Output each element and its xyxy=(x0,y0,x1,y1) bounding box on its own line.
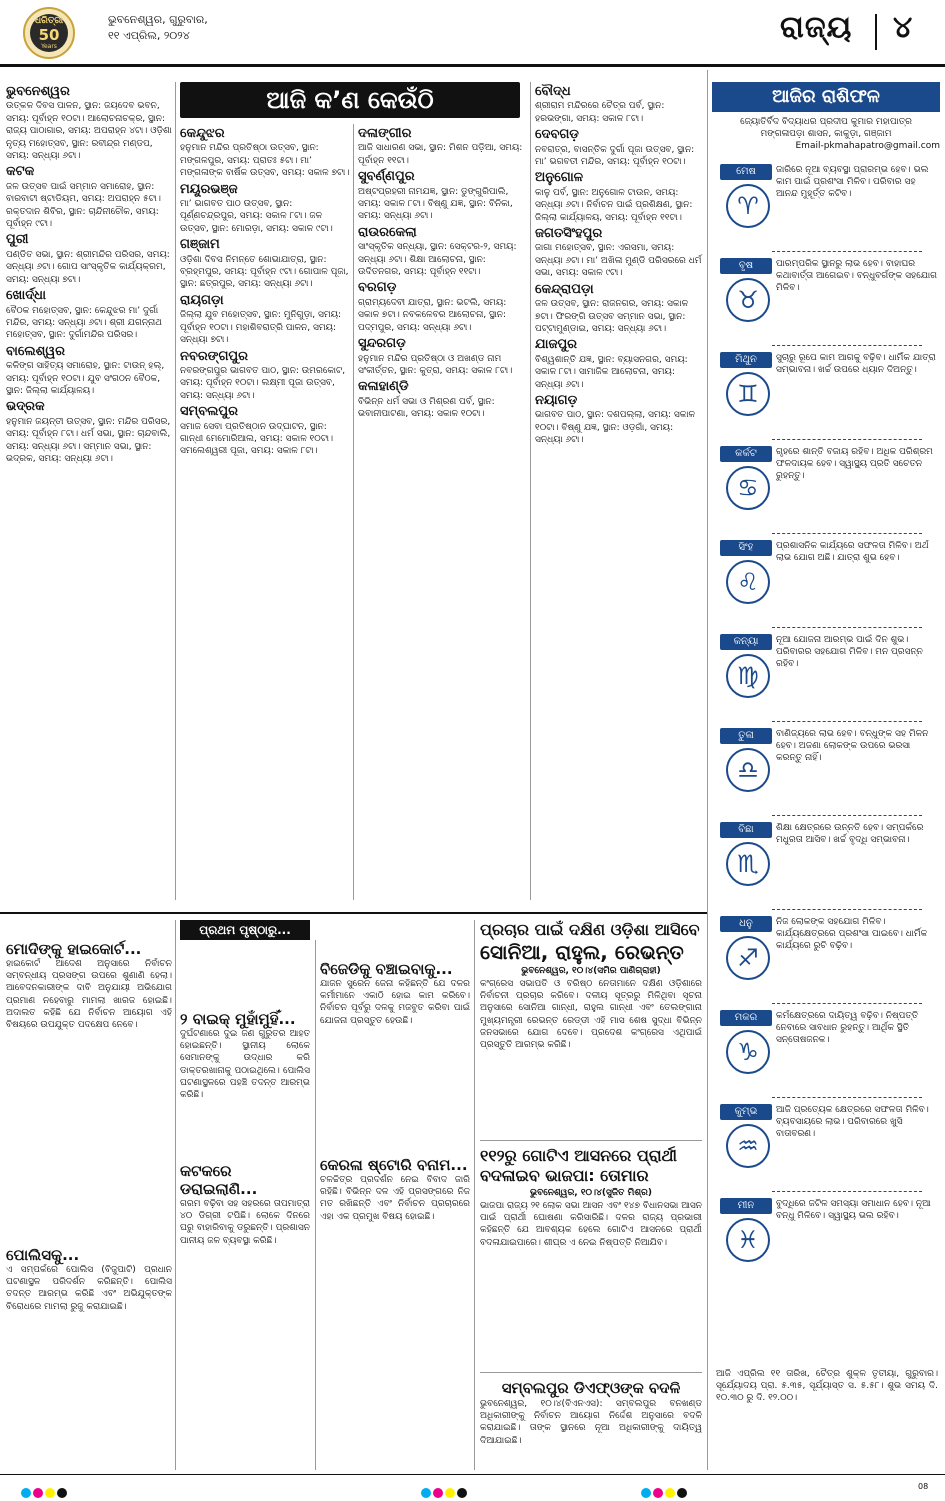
story-bjd xyxy=(320,960,470,1158)
footer-rule xyxy=(0,1474,945,1475)
event-text: ହନୁମାନ ମନ୍ଦିର ପ୍ରତିଷ୍ଠା ଉତ୍ସବ, ସ୍ଥାନ: ମଙ୍ଗଳପୁର, ସମୟ: ପ୍ରାତଃ ୫ଟା। ମା’ ମଙ୍ଗଳାଙ୍କ ବାର୍ଷିକ ଉତ୍ସବ, ସମୟ: ସକାଳ ୭ଟା। xyxy=(180,143,350,179)
event-location: ଦଳାଙ୍ଗୀର xyxy=(358,126,412,141)
column-rule xyxy=(707,70,708,1470)
sign-name: ମୀନ xyxy=(720,1198,772,1214)
almanac-panji: ଆଜି ଏପ୍ରିଲ ୧୧ ତାରିଖ, ଚୈତ୍ର ଶୁକ୍ଳ ତୃତୀୟା, ଗୁରୁବାର। ସୂର୍ଯ୍ୟୋଦୟ ପ୍ରା. ୫.୩୫, ସୂର୍ଯ୍ୟାସ୍ତ ସ. ୫.୫୮। ଶୁଭ ସମୟ ଦି. ୧୦.୩୦ ରୁ ଦି. ୧୨.୦୦। xyxy=(716,1369,938,1404)
event-location: ବୌଦ୍ଧ xyxy=(535,84,571,99)
story-dfo-transfer xyxy=(480,1378,702,1468)
event-block xyxy=(6,290,172,342)
event-text: ଜଳ ଉତ୍ସବ, ସ୍ଥାନ: ରାଜନଗର, ସମୟ: ସକାଳ ୭ଟା। ଫିରଙ୍ଗି ଉତ୍ସବ ସମ୍ମାନ ସଭା, ସ୍ଥାନ: ପଟ୍ଟାମୁଣ୍ଡାଇ, ସମୟ: ସନ୍ଧ୍ୟା ୬ଟା। xyxy=(535,299,689,334)
events-banner: ଆଜି କ’ଣ କେଉଁଠି xyxy=(180,82,520,118)
event-location: ବାଲେଶ୍ୱର xyxy=(6,343,65,359)
event-text: ବୈଠକ ମହୋତ୍ସବ, ସ୍ଥାନ: କେନ୍ଦୁଝର ମା’ ଦୁର୍ଗା ମନ୍ଦିର, ସମୟ: ସନ୍ଧ୍ୟା ୬ଟା। ଶ୍ରୀ ଯଗନ୍ନାଥ ମହୋତ୍ସବ, ସ୍ଥାନ: ଦୁର୍ଗାମନ୍ଦିର ପରିସର। xyxy=(6,305,163,341)
event-block xyxy=(6,343,172,398)
event-block xyxy=(358,171,526,223)
event-block xyxy=(535,172,703,224)
sign-text: ସୁଚାରୁ ରୂପେ କାମ ଆଗକୁ ବଢ଼ିବ। ଧାର୍ମିକ ଯାତ୍ରା ସମ୍ଭାବନା। ଖର୍ଚ୍ଚ ଉପରେ ଧ୍ୟାନ ଦିଅନ୍ତୁ। xyxy=(776,353,936,375)
event-location: ସମ୍ବଲପୁର xyxy=(180,404,238,420)
event-block xyxy=(6,166,172,230)
event-text: ସାଂସ୍କୃତିକ ସନ୍ଧ୍ୟା, ସ୍ଥାନ: ସେକ୍ଟର-୨, ସମୟ: ସନ୍ଧ୍ୟା ୬ଟା। ଶିକ୍ଷା ଆଲୋଚନା, ସ୍ଥାନ: ଉଦିତନଗର, ସମୟ: ପୂର୍ବାହ୍ନ ୧୧ଟା। xyxy=(358,242,517,278)
page-header xyxy=(0,0,945,64)
color-bar-1 xyxy=(20,1482,68,1501)
event-location: ଜଗତସିଂହପୁର xyxy=(535,226,603,242)
event-text: ଜାଗା ମହୋତ୍ସବ, ସ୍ଥାନ: ଏରସମା, ସମୟ: ସନ୍ଧ୍ୟା ୬ଟା। ମା’ ଅଖିଳା ମୁଣ୍ଡି ପରିସରରେ ଧର୍ମ ସଭା, ସମୟ: ସକାଳ ୯ଟା। xyxy=(535,243,702,279)
sign-text: ପ୍ରଶାସନିକ କାର୍ଯ୍ୟରେ ସଫଳତା ମିଳିବ। ଅର୍ଥ ଲାଭ ଯୋଗ ଅଛି। ଯାତ୍ରା ଶୁଭ ହେବ। xyxy=(776,541,929,563)
continued-label: ପ୍ରଥମ ପୃଷ୍ଠାରୁ... xyxy=(180,920,310,940)
section-title: ରାଜ୍ୟ xyxy=(780,10,853,45)
sign-text: ଶିକ୍ଷା କ୍ଷେତ୍ରରେ ଉନ୍ନତି ହେବ। ସମ୍ପର୍କରେ ମଧୁରତା ଆସିବ। ଖର୍ଚ୍ଚ ବୃଦ୍ଧି ସମ୍ଭାବନା। xyxy=(776,823,924,845)
capricorn-icon: ♑ xyxy=(726,1030,770,1074)
event-location: ବରଗଡ଼ xyxy=(358,280,397,296)
story-body: ଭୁବନେଶ୍ୱର, ୧୦।୪(ବିଏନଏସ): ସମ୍ବଲପୁର ବନଖଣ୍ଡ ଅଧିକାରୀଙ୍କୁ ନିର୍ବାଚନ ଆୟୋଗ ନିର୍ଦ୍ଦେଶ ଅନୁସାରେ ବଦଳି କରାଯାଇଛି। ତାଙ୍କ ସ୍ଥାନରେ ନୂଆ ଅଧିକାରୀଙ୍କୁ ଦାୟିତ୍ୱ ଦିଆଯାଇଛି। xyxy=(480,1399,702,1446)
sign-text: କର୍ମକ୍ଷେତ୍ରରେ ଦାୟିତ୍ୱ ବଢ଼ିବ। ନିଷ୍ପତ୍ତି ନେବାରେ ସାବଧାନ ରୁହନ୍ତୁ। ଆର୍ଥିକ ସ୍ଥିତି ସନ୍ତୋଷଜନକ। xyxy=(776,1011,919,1045)
date-line-1: ଭୁବନେଶ୍ୱର, ଗୁରୁବାର, xyxy=(108,13,208,26)
column-rule xyxy=(530,82,531,900)
color-bar-3 xyxy=(640,1482,688,1501)
leo-icon: ♌ xyxy=(726,560,770,604)
sign-name: କର୍କଟ xyxy=(720,446,772,462)
libra-icon: ♎ xyxy=(726,748,770,792)
story-headline: କଟକରେ ଡରାଇଲାଣି... xyxy=(180,1162,258,1198)
story-cuttack-heat xyxy=(180,1162,310,1488)
events-column-1 xyxy=(6,82,172,900)
newspaper-logo xyxy=(10,6,88,60)
logo-years-number: 50 xyxy=(38,26,60,44)
column-rule xyxy=(353,124,354,900)
story-headline: ମୋଦିଙ୍କୁ ହାଇକୋର୍ଟ... xyxy=(6,940,142,958)
sign-divider xyxy=(772,251,922,252)
event-text: ବିଶ୍ୱଶାନ୍ତି ଯଜ୍ଞ, ସ୍ଥାନ: ବ୍ୟାସନଗର, ସମୟ: ସକାଳ ୮ଟା। ସାମାଜିକ ଆଲୋଚନା, ସମୟ: ସନ୍ଧ୍ୟା ୬ଟା। xyxy=(535,354,688,390)
event-location: ଯାଜପୁର xyxy=(535,337,578,353)
event-location: କେନ୍ଦ୍ରାପଡ଼ା xyxy=(535,281,594,297)
event-location: ଖୋର୍ଦ୍ଧା xyxy=(6,288,46,304)
story-body: ଭାଜପା ରାଜ୍ୟ ୨୧ ଲୋକ ସଭା ଆସନ ଏବଂ ୧୪୭ ବିଧାନସଭା ଆସନ ପାଇଁ ପ୍ରାର୍ଥୀ ଘୋଷଣା କରିସାରିଛି। ଦଳର ରାଜ୍ୟ ପ୍ରଭାରୀ କହିଛନ୍ତି ଯେ ଆବଶ୍ୟକ ହେଲେ ଗୋଟିଏ ଆସନରେ ପ୍ରାର୍ଥୀ ବଦଳାଯାଇପାରେ। ଶୀଘ୍ର ଏ ନେଇ ନିଷ୍ପତ୍ତି ନିଆଯିବ। xyxy=(480,1201,702,1248)
sign-divider xyxy=(772,345,922,346)
astrologer-email: Email-pkmahapatro@gmail.com xyxy=(795,141,940,151)
sign-name: ସିଂହ xyxy=(720,540,772,556)
gemini-icon: ♊ xyxy=(726,372,770,416)
horoscope-libra xyxy=(712,724,940,816)
event-location: ଦେବଗଡ଼ xyxy=(535,127,579,143)
story-police xyxy=(6,1246,172,1464)
horoscope-pisces xyxy=(712,1194,940,1286)
event-text: ସମାଜ ସେବା ପ୍ରତିଷ୍ଠାନ ଉଦ୍‌ଘାଟନ, ସ୍ଥାନ: ଗାନ୍ଧୀ ମେମୋରିଆଲ, ସମୟ: ସକାଳ ୧୦ଟା। ସମଲେଶ୍ୱରୀ ପୂଜା, ସମୟ: ସକାଳ ୮ଟା। xyxy=(180,421,334,457)
story-congress-campaign xyxy=(480,920,702,1146)
story-headline: କେରଳା ଷ୍ଟୋରି ବନାମ... xyxy=(320,1156,468,1174)
sign-name: ଧନୁ xyxy=(720,916,772,932)
story-body: ଯାଜନ ସୁରେନ ଜେନା କହିଛନ୍ତି ଯେ ଦଳର କର୍ମୀମାନେ ଏକାଠି ହୋଇ କାମ କରିବେ। ନିର୍ବାଚନ ପୂର୍ବରୁ ଦଳକୁ ମଜବୁତ କରିବା ପାଇଁ ଯୋଜନା ପ୍ରସ୍ତୁତ ହେଉଛି। xyxy=(320,979,470,1026)
sign-text: ବୁଦ୍ଧିରେ ଜଟିଳ ସମସ୍ୟା ସମାଧାନ ହେବ। ନୂଆ ବନ୍ଧୁ ମିଳିବେ। ସ୍ୱାସ୍ଥ୍ୟ ଭଲ ରହିବ। xyxy=(776,1199,931,1221)
event-text: ହନୁମାନ ଜୟନ୍ତୀ ଉତ୍ସବ, ସ୍ଥାନ: ମନ୍ଦିର ପରିସର, ସମୟ: ପୂର୍ବାହ୍ନ ୮ଟା। ଧର୍ମ ସଭା, ସ୍ଥାନ: ଚାନ୍ଦବାଲି, ସମୟ: ସନ୍ଧ୍ୟା ୬ଟା। ସମ୍ମାନ ସଭା, ସ୍ଥାନ: ଭଦ୍ରକ, ସମୟ: ସନ୍ଧ୍ୟା ୬ଟା। xyxy=(6,416,171,464)
astrologer-address: ମଙ୍ଗଳାପଡ଼ା ଶାସନ, କାକୁଡ଼ା, ଗଞ୍ଜାମ xyxy=(760,129,892,139)
story-rule xyxy=(480,1140,702,1141)
date-line-2: ୧୧ ଏପ୍ରିଲ, ୨୦୨୪ xyxy=(108,29,190,42)
story-headline-line1: ପ୍ରଚାର ପାଇଁ ଦକ୍ଷିଣ ଓଡ଼ିଶା ଆସିବେ xyxy=(480,920,700,939)
sign-divider xyxy=(772,1003,922,1004)
page-number: ୪ xyxy=(893,10,913,45)
cancer-icon: ♋ xyxy=(726,466,770,510)
event-text: ନବରଙ୍ଗପୁର ଭାଗବତ ପାଠ, ସ୍ଥାନ: ଉମରକୋଟ, ସମୟ: ପୂର୍ବାହ୍ନ ୧୦ଟା। ଲକ୍ଷ୍ମୀ ପୂଜା ଉତ୍ସବ, ସମୟ: ସନ୍ଧ୍ୟା ୬ଟା। xyxy=(180,365,346,401)
event-text: ଓଡ଼ିଶା ଦିବସ ନିମନ୍ତେ ଶୋଭାଯାତ୍ରା, ସ୍ଥାନ: ବ୍ରହ୍ମପୁର, ସମୟ: ପୂର୍ବାହ୍ନ ୯ଟା। ଗୋପାଳ ପୂଜା, ସ୍ଥାନ: ଛତ୍ରପୁର, ସମୟ: ସନ୍ଧ୍ୟା ୬ଟା। xyxy=(180,254,349,290)
sign-name: ବିଛା xyxy=(720,822,772,838)
event-text: କଳିଙ୍ଗ ସାହିତ୍ୟ ସମାରୋହ, ସ୍ଥାନ: ଟାଉନ୍ ହଲ୍, ସମୟ: ପୂର୍ବାହ୍ନ ୧୦ଟା। ଯୁବ ସଂଗଠନ ବୈଠକ, ସ୍ଥାନ: ଜିଲ୍ଲା କାର୍ଯ୍ୟାଳୟ। xyxy=(6,361,165,396)
event-location: ଭୁବନେଶ୍ୱର xyxy=(6,84,70,99)
virgo-icon: ♍ xyxy=(726,654,770,698)
event-location: ନବରଙ୍ଗପୁର xyxy=(180,348,249,364)
horoscope-scorpio xyxy=(712,818,940,910)
sign-name: କୁମ୍ଭ xyxy=(720,1104,772,1120)
event-text: ଆଜି ସାଧାରଣ ସଭା, ସ୍ଥାନ: ମିଶନ ପଡ଼ିଆ, ସମୟ: ପୂର୍ବାହ୍ନ ୧୧ଟା। xyxy=(358,143,523,166)
event-block xyxy=(6,234,172,286)
horoscope-virgo xyxy=(712,630,940,722)
column-rule xyxy=(315,940,316,1470)
horoscope-gemini xyxy=(712,348,940,440)
event-block xyxy=(358,128,526,167)
event-location: କେନ୍ଦୁଝର xyxy=(180,126,225,141)
page-code: 08 xyxy=(918,1482,929,1491)
sign-divider xyxy=(772,1097,922,1098)
taurus-icon: ♉ xyxy=(726,278,770,322)
column-rule xyxy=(175,82,176,900)
event-location: ପୁରୀ xyxy=(6,232,29,248)
horoscope-aquarius xyxy=(712,1100,940,1192)
event-location: କଟକ xyxy=(6,164,35,180)
sign-name: ମିଥୁନ xyxy=(720,352,772,368)
event-text: ଗ୍ରାମ୍ୟଦେବୀ ଯାତ୍ରା, ସ୍ଥାନ: ଭଟଲି, ସମୟ: ସକାଳ ୭ଟା। ନବକଳେବର ଆଲୋଚନା, ସ୍ଥାନ: ପଦ୍ମପୁର, ସମୟ: ସନ୍ଧ୍ୟା ୬ଟା। xyxy=(358,297,507,333)
event-location: ଗଞ୍ଜାମ xyxy=(180,237,220,253)
event-location: ମୟୂରଭଞ୍ଜ xyxy=(180,181,238,197)
horoscope-title: ଆଜିର ରାଶିଫଳ xyxy=(712,82,940,112)
sign-divider xyxy=(772,439,922,440)
sign-name: ତୁଳା xyxy=(720,728,772,744)
astrologer-name: ଜ୍ୟୋତିର୍ବିଦ ବିଦ୍ୟାଧର ପ୍ରଦୀପ କୁମାର ମହାପାତ୍ର xyxy=(740,117,912,127)
event-block xyxy=(6,86,172,162)
event-block xyxy=(535,281,703,336)
story-headline: ୨ ବାଇକ୍ ମୁହାଁମୁହିଁ... xyxy=(180,1010,296,1028)
print-registration-strip xyxy=(0,1478,945,1498)
sign-divider xyxy=(772,533,922,534)
event-location: ନୟାଗଡ଼ xyxy=(535,392,578,408)
sign-divider xyxy=(772,909,922,910)
story-rule xyxy=(480,1372,702,1373)
header-rule xyxy=(0,64,945,67)
horoscope-aries xyxy=(712,160,940,252)
dateline xyxy=(108,12,268,44)
event-block xyxy=(180,348,350,403)
sign-name: ମେଷ xyxy=(720,164,772,180)
horoscope-capricorn xyxy=(712,1006,940,1098)
events-column-2 xyxy=(180,124,350,900)
story-dateline: ଭୁବନେଶ୍ୱର, ୧୦।୪(ସୁଜିତ ମିଶ୍ର) xyxy=(530,1188,652,1198)
story-body: ଦୁର୍ଘଟଣାରେ ଦୁଇ ଜଣ ଗୁରୁତର ଆହତ ହୋଇଛନ୍ତି। ସ୍ଥାନୀୟ ଲୋକେ ସେମାନଙ୍କୁ ଉଦ୍ଧାର କରି ଡାକ୍ତରଖାନାକୁ ପଠାଇଥିଲେ। ପୋଲିସ ଘଟଣାସ୍ଥଳରେ ପହଞ୍ଚି ତଦନ୍ତ ଆରମ୍ଭ କରିଛି। xyxy=(180,1029,310,1101)
sign-text: ନୂଆ ଯୋଜନା ଆରମ୍ଭ ପାଇଁ ଦିନ ଶୁଭ। ପରିବାରର ସହଯୋଗ ମିଳିବ। ମନ ପ୍ରସନ୍ନ ରହିବ। xyxy=(776,635,923,669)
events-column-3 xyxy=(358,124,526,900)
logo-brand: ଧରିତ୍ରୀ xyxy=(34,16,64,26)
event-text: କାଳୁ ପର୍ବ, ସ୍ଥାନ: ଅନୁଗୋଳ ଟାଉନ, ସମୟ: ସନ୍ଧ୍ୟା ୬ଟା। ନିର୍ବାଚନ ପାଇଁ ପ୍ରଶିକ୍ଷଣ, ସ୍ଥାନ: ଜିଲ୍ଲା କାର୍ଯ୍ୟାଳୟ, ସମୟ: ପୂର୍ବାହ୍ନ ୧୧ଟା। xyxy=(535,187,693,223)
pisces-icon: ♓ xyxy=(726,1218,770,1262)
event-location: ରାଉରକେଲା xyxy=(358,224,417,240)
color-bar-2 xyxy=(420,1482,468,1501)
story-body: ହାଇକୋର୍ଟ ଆଦେଶ ଅନୁସାରେ ନିର୍ବାଚନ ସମ୍ବନ୍ଧୀୟ ପ୍ରସଙ୍ଗ ଉପରେ ଶୁଣାଣି ହେଲା। ଆବେଦନକାରୀଙ୍କ ଦାବି ଅନୁଯାୟୀ ଅଭିଯୋଗ ପ୍ରମାଣ ନହେବାରୁ ମାମଲା ଖାରଜ ହୋଇଛି। ଅଦାଲତ କହିଛି ଯେ ନିର୍ବାଚନ ଆୟୋଗ ଏହି ବିଷୟରେ ଉପଯୁକ୍ତ ପଦକ୍ଷେପ ନେବେ। xyxy=(6,959,172,1031)
event-block xyxy=(180,181,350,236)
sign-text: ପାରମ୍ପରିକ ସ୍ଥାନରୁ ଲାଭ ହେବ। ବାହାଘର କଥାବାର୍ତ୍ତା ଆଗେଇବ। ବନ୍ଧୁବର୍ଗଙ୍କ ସହଯୋଗ ମିଳିବ। xyxy=(776,259,938,293)
event-block xyxy=(180,239,350,291)
event-location: କଳାହାଣ୍ଡି xyxy=(358,379,409,395)
event-location: ଭଦ୍ରକ xyxy=(6,399,45,415)
event-text: ଅଷ୍ଟପ୍ରହରୀ ନାମଯଜ୍ଞ, ସ୍ଥାନ: ଡୁଙ୍ଗୁରିପାଲି, ସମୟ: ସକାଳ ୮ଟା। ବିଷ୍ଣୁ ଯଜ୍ଞ, ସ୍ଥାନ: ବିନିକା, ସମୟ: ସନ୍ଧ୍ୟା ୬ଟା। xyxy=(358,186,513,222)
event-text: ପଣ୍ଡିତ ସଭା, ସ୍ଥାନ: ଶ୍ରୀମନ୍ଦିର ପରିସର, ସମୟ: ସନ୍ଧ୍ୟା ୬ଟା। ଗୋପ ସାଂସ୍କୃତିକ କାର୍ଯ୍ୟକ୍ରମ, ସମୟ: ସନ୍ଧ୍ୟା ୭ଟା। xyxy=(6,249,170,285)
sign-name: କନ୍ୟା xyxy=(720,634,772,650)
event-block xyxy=(358,338,526,377)
sagittarius-icon: ♐ xyxy=(726,936,770,980)
event-block xyxy=(6,401,172,465)
event-block xyxy=(180,406,350,458)
story-modi-hc xyxy=(6,940,172,1248)
sign-divider xyxy=(772,815,922,816)
column-rule xyxy=(175,920,176,1470)
story-headline: ପୋଲିସକୁ... xyxy=(6,1246,80,1264)
section-rule xyxy=(0,912,707,914)
story-headline: ବିଜେଡିକୁ ବଞ୍ଚାଇବାକୁ... xyxy=(320,960,453,978)
logo-years-label: Years xyxy=(41,43,57,50)
event-text: ଜିଲ୍ଲା ଯୁବ ମହୋତ୍ସବ, ସ୍ଥାନ: ମୁନିଗୁଡ଼ା, ସମୟ: ପୂର୍ବାହ୍ନ ୧୦ଟା। ମହାଶିବରାତ୍ରି ପାଳନ, ସମୟ: ସନ୍ଧ୍ୟା ୭ଟା। xyxy=(180,310,342,346)
event-text: ବିଭିନ୍ନ ଧର୍ମ ସଭା ଓ ମିଶ୍ରଣ ପର୍ବ, ସ୍ଥାନ: ଭବାନୀପାଟଣା, ସମୟ: ସକାଳ ୧୦ଟା। xyxy=(358,396,495,420)
event-location: ସୁନ୍ଦରଗଡ଼ xyxy=(358,336,406,352)
sign-name: ମକର xyxy=(720,1010,772,1026)
events-column-4 xyxy=(535,82,703,900)
event-text: ନବରାତ୍ର, ବାସନ୍ତିକ ଦୁର୍ଗା ପୂଜା ଉତ୍ସବ, ସ୍ଥାନ: ମା’ ଭଗବତୀ ମନ୍ଦିର, ସମୟ: ପୂର୍ବାହ୍ନ ୧୦ଟା। xyxy=(535,144,695,168)
event-text: ମା’ ଭାଗବତ ପାଠ ଉତ୍ସବ, ସ୍ଥାନ: ପୂର୍ଣ୍ଣଚନ୍ଦ୍ରପୁର, ସମୟ: ସକାଳ ୮ଟା। ଜଳ ଉତ୍ସବ, ସ୍ଥାନ: ମୋରଡ଼ା, ସମୟ: ସକାଳ ୯ଟା। xyxy=(180,199,333,234)
aries-icon: ♈ xyxy=(726,184,770,228)
event-location: ସୁବର୍ଣ୍ଣପୁର xyxy=(358,169,415,185)
sign-name: ବୃଷ xyxy=(720,258,772,274)
event-block xyxy=(535,392,703,447)
horoscope-byline xyxy=(712,116,940,152)
story-body: ଗରମ ବଢ଼ିବା ସହ ସହରରେ ତାପମାତ୍ରା ୪୦ ଡିଗ୍ରୀ ଟପିଛି। ଲୋକେ ଦିନରେ ଘରୁ ବାହାରିବାକୁ ଡରୁଛନ୍ତି। ପ୍ରଶାସନ ପାନୀୟ ଜଳ ବ୍ୟବସ୍ଥା କରିଛି। xyxy=(180,1199,310,1246)
event-block xyxy=(535,86,703,125)
event-text: ଶ୍ରୀରାମ ମନ୍ଦିରରେ ଚୈତ୍ର ପର୍ବ, ସ୍ଥାନ: ହରଭଙ୍ଗା, ସମୟ: ସକାଳ ୮ଟା। xyxy=(535,101,665,124)
scorpio-icon: ♏ xyxy=(726,842,770,886)
aquarius-icon: ♒ xyxy=(726,1124,770,1168)
story-headline-line2: ସୋନିଆ, ରାହୁଲ, ରେଭନ୍ତ xyxy=(480,940,684,964)
event-block xyxy=(535,339,703,391)
story-body: ଚଳଚ୍ଚିତ୍ର ପ୍ରଦର୍ଶନ ନେଇ ବିବାଦ ଜାରି ରହିଛି। ବିଭିନ୍ନ ଦଳ ଏହି ପ୍ରସଙ୍ଗରେ ନିଜ ମତ ରଖିଛନ୍ତି ଏବଂ ନିର୍ବାଚନ ପ୍ରଚାରରେ ଏହା ଏକ ପ୍ରମୁଖ ବିଷୟ ହୋଇଛି। xyxy=(320,1175,470,1222)
event-block xyxy=(535,129,703,168)
story-body: ଏ ସମ୍ପର୍କରେ ପୋଲିସ (ବିଜୁପାଟି) ପ୍ରଧାନ ଘଟଣାସ୍ଥଳ ପରିଦର୍ଶନ କରିଛନ୍ତି। ପୋଲିସ ତଦନ୍ତ ଆରମ୍ଭ କରିଛି ଏବଂ ଅଭିଯୁକ୍ତଙ୍କ ବିରୋଧରେ ମାମଲା ରୁଜୁ କରାଯାଇଛି। xyxy=(6,1265,172,1312)
sign-text: ଆଜି ପ୍ରତ୍ୟେକ କ୍ଷେତ୍ରରେ ସଫଳତା ମିଳିବ। ବ୍ୟବସାୟରେ ଲାଭ। ପରିବାରରେ ଖୁସି ବାତାବରଣ। xyxy=(776,1105,929,1139)
event-text: ହନୁମାନ ମନ୍ଦିର ପ୍ରତିଷ୍ଠା ଓ ଅଖଣ୍ଡ ନାମ ସଂକୀର୍ତ୍ତନ, ସ୍ଥାନ: କୁତ୍ରା, ସମୟ: ସକାଳ ୮ଟା। xyxy=(358,353,513,376)
event-text: ଭାଗବତ ପାଠ, ସ୍ଥାନ: ଦଶପଲ୍ଲା, ସମୟ: ସକାଳ ୧୦ଟା। ବିଷ୍ଣୁ ଯଜ୍ଞ, ସ୍ଥାନ: ଓଡ଼ଗାଁ, ସମୟ: ସନ୍ଧ୍ୟା ୬ଟା। xyxy=(535,410,696,446)
sign-text: ଗୃହରେ ଶାନ୍ତି ବଜାୟ ରହିବ। ଅଧିକ ପରିଶ୍ରମ ଫଳଦାୟକ ହେବ। ସ୍ୱାସ୍ଥ୍ୟ ପ୍ରତି ସଚେତନ ରୁହନ୍ତୁ। xyxy=(776,447,933,481)
event-block xyxy=(358,224,526,279)
horoscope-sagittarius xyxy=(712,912,940,1004)
event-text: ଜଳ ଉତ୍ସବ ପାଇଁ ସମ୍ମାନ ସମାରୋହ, ସ୍ଥାନ: ବାରବାଟୀ ଷ୍ଟାଡିୟମ, ସମୟ: ଅପରାହ୍ନ ୫ଟା। ରକ୍ତଦାନ ଶିବିର, ସ୍ଥାନ: ଚାନ୍ଦିନୀଚୌକ, ସମୟ: ପୂର୍ବାହ୍ନ ୯ଟା। xyxy=(6,181,161,230)
story-headline-line2: ବଦଳାଇବ ଭାଜପା: ତୋମାର xyxy=(480,1166,649,1185)
event-block xyxy=(180,128,350,180)
story-bike-collision xyxy=(180,1010,310,1168)
event-block xyxy=(358,381,526,420)
event-text: ଉତ୍କଳ ଦିବସ ପାଳନ, ସ୍ଥାନ: ଜୟଦେବ ଭବନ, ସମୟ: ପୂର୍ବାହ୍ନ ୧୦ଟା। ଆଲୋଚନାଚକ୍ର, ସ୍ଥାନ: ରାଜ୍ୟ ପାଠାଗାର, ସମୟ: ଅପରାହ୍ନ ୪ଟା। ଓଡ଼ିଶା ନୃତ୍ୟ ମହୋତ୍ସବ, ସ୍ଥାନ: ରବୀନ୍ଦ୍ର ମଣ୍ଡପ, ସମୟ: ସନ୍ଧ୍ୟା ୬ଟା। xyxy=(6,101,172,162)
sign-text: ବାଣିଜ୍ୟରେ ଲାଭ ହେବ। ବନ୍ଧୁଙ୍କ ସହ ମିଳନ ହେବ। ଅଜଣା ଲୋକଙ୍କ ଉପରେ ଭରସା କରନ୍ତୁ ନାହିଁ। xyxy=(776,729,929,763)
horoscope-taurus xyxy=(712,254,940,346)
sign-divider xyxy=(772,627,922,628)
sign-text: ଜାରିରେ ନୂଆ ବ୍ୟବସ୍ଥା ପ୍ରାରମ୍ଭ ହେବ। ଭଲ କାମ ପାଇଁ ପ୍ରଶଂସା ମିଳିବ। ପରିବାର ସହ ଆନନ୍ଦ ମୁହୂର୍ତ୍ତ କଟିବ। xyxy=(776,165,929,199)
story-body: କଂଗ୍ରେସ ସଭାପତି ଓ ବରିଷ୍ଠ ନେତାମାନେ ଦକ୍ଷିଣ ଓଡ଼ିଶାରେ ନିର୍ବାଚନୀ ପ୍ରଚାର କରିବେ। ଦଳୀୟ ସୂତ୍ରରୁ ମିଳିଥିବା ସୂଚନା ଅନୁସାରେ ସୋନିଆ ଗାନ୍ଧୀ, ରାହୁଲ ଗାନ୍ଧୀ ଏବଂ ତେଲଙ୍ଗାନା ମୁଖ୍ୟମନ୍ତ୍ରୀ ରେଭନ୍ତ ରେଡ୍ଡୀ ଏହି ମାସ ଶେଷ ସୁଦ୍ଧା ବିଭିନ୍ନ ଜନସଭାରେ ଯୋଗ ଦେବେ। ପ୍ରଦେଶ କଂଗ୍ରେସ ଏଥିପାଇଁ ପ୍ରସ୍ତୁତି ଆରମ୍ଭ କରିଛି। xyxy=(480,979,702,1051)
sign-divider xyxy=(772,721,922,722)
event-block xyxy=(535,228,703,280)
story-bjp-candidate xyxy=(480,1146,702,1360)
horoscope-leo xyxy=(712,536,940,628)
story-headline-line1: ୧୧୨ରୁ ଗୋଟିଏ ଆସନରେ ପ୍ରାର୍ଥୀ xyxy=(480,1146,677,1165)
event-block xyxy=(180,292,350,347)
event-location: ଅନୁଗୋଳ xyxy=(535,170,584,186)
horoscope-cancer xyxy=(712,442,940,534)
section-divider xyxy=(875,14,877,50)
sign-divider xyxy=(772,1191,922,1192)
column-rule xyxy=(474,920,475,1470)
story-kerala-story xyxy=(320,1156,470,1470)
sign-text: ନିଜ ଲୋକଙ୍କ ସହଯୋଗ ମିଳିବ। କାର୍ଯ୍ୟକ୍ଷେତ୍ରରେ ପ୍ରଶଂସା ପାଇବେ। ଧାର୍ମିକ କାର୍ଯ୍ୟରେ ରୁଚି ବଢ଼ିବ। xyxy=(776,917,928,951)
event-block xyxy=(358,282,526,334)
story-dateline: ଭୁବନେଶ୍ୱର, ୧୦।୪(ସମିର ପାଣିଗ୍ରାହୀ) xyxy=(521,966,661,976)
story-headline: ସମ୍ବଲପୁର ଡିଏଫ୍‌ଓଙ୍କ ବଦଳି xyxy=(501,1379,681,1397)
event-location: ରାୟଗଡ଼ା xyxy=(180,292,224,308)
